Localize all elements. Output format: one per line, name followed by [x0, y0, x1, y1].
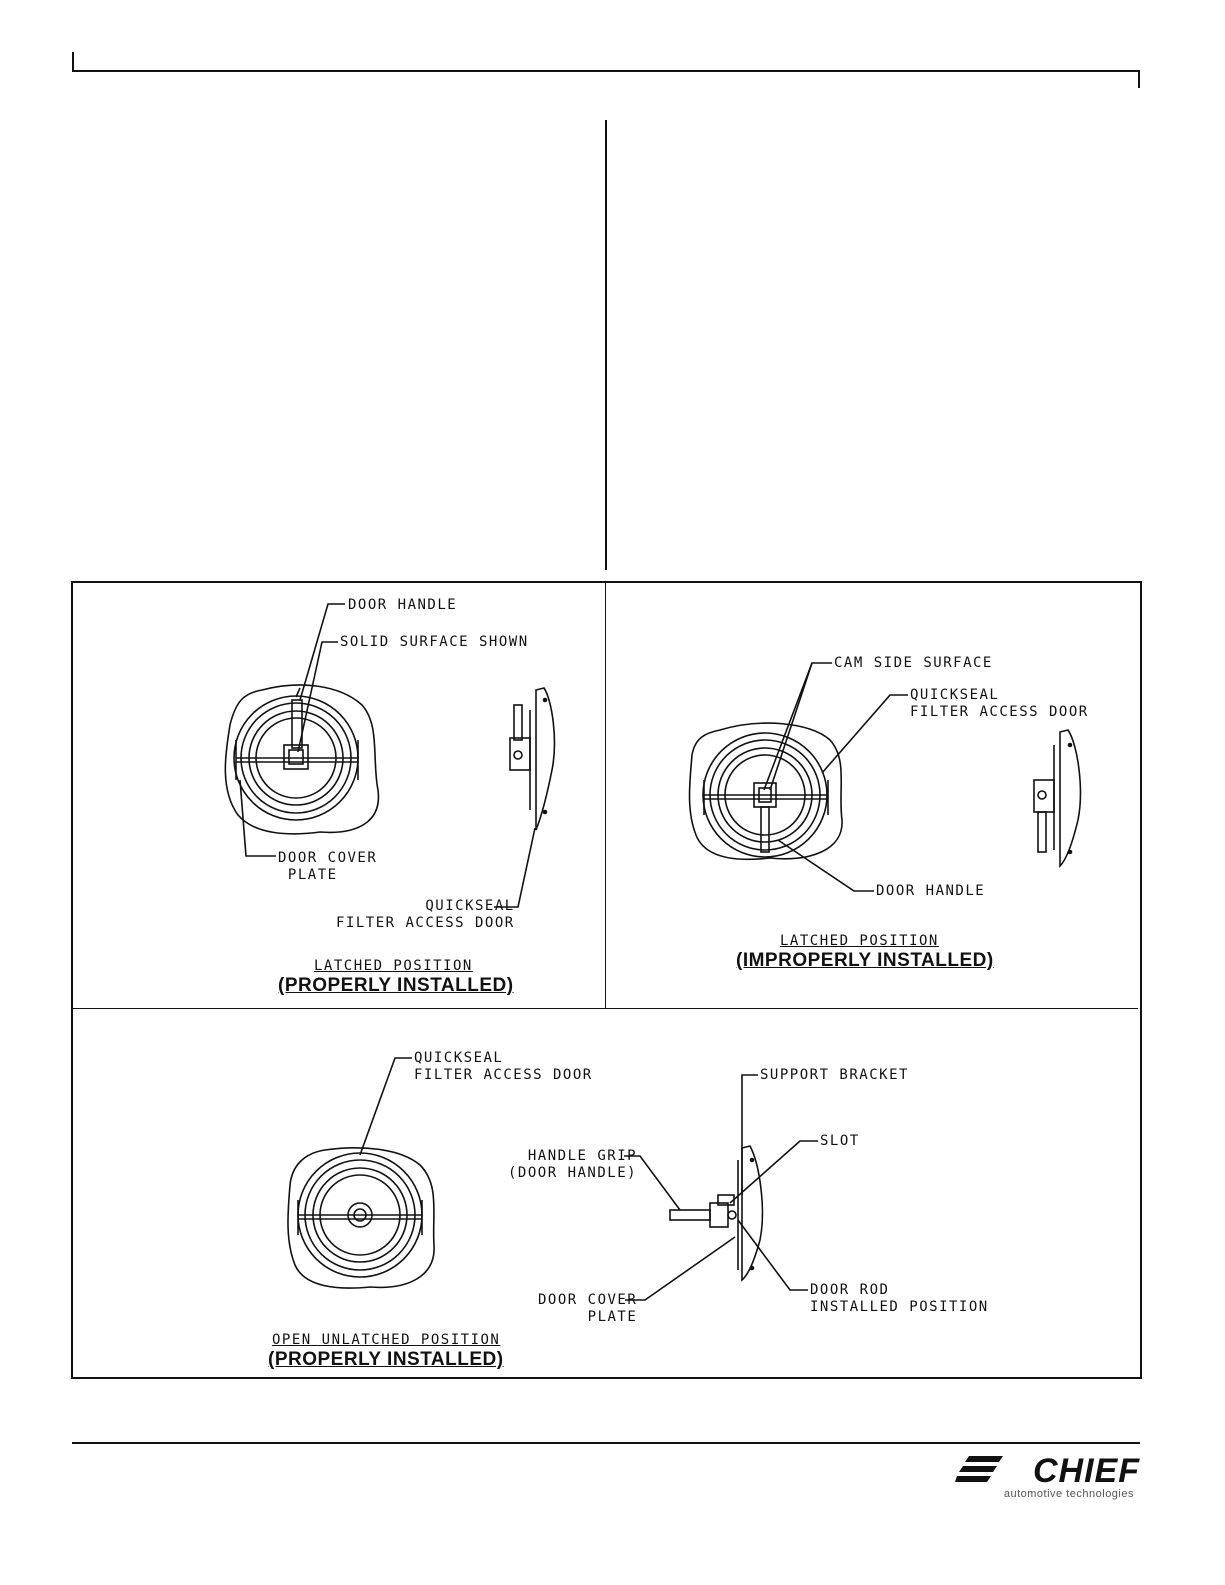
- leaders-latched-improper: [764, 663, 908, 891]
- label-quickseal-filter-access-door: QUICKSEAL FILTER ACCESS DOOR: [414, 1050, 593, 1083]
- label-door-cover-plate: DOOR COVER PLATE: [538, 1292, 638, 1325]
- footer-rule: [72, 1442, 1140, 1444]
- caption-latched-position: LATCHED POSITION: [314, 958, 473, 974]
- label-door-handle: DOOR HANDLE: [876, 883, 986, 899]
- logo-speed-lines-icon: [955, 1454, 1025, 1488]
- status-improperly-installed: (IMPROPERLY INSTALLED): [736, 950, 994, 971]
- label-door-handle: DOOR HANDLE: [348, 597, 458, 613]
- door-front-view-latched-proper: [225, 685, 378, 834]
- door-side-view-open-unlatched: [670, 1146, 762, 1280]
- label-cam-side-surface: CAM SIDE SURFACE: [834, 655, 993, 671]
- door-front-view-latched-improper: [690, 723, 843, 859]
- chief-logo: [955, 1452, 1140, 1500]
- label-door-cover-plate: DOOR COVER PLATE: [278, 850, 378, 883]
- label-quickseal-filter-access-door: QUICKSEAL FILTER ACCESS DOOR: [910, 687, 1089, 720]
- status-properly-installed: (PROPERLY INSTALLED): [278, 975, 514, 996]
- door-front-view-open-unlatched: [288, 1148, 434, 1288]
- label-slot: SLOT: [820, 1133, 860, 1149]
- label-door-rod-installed-position: DOOR ROD INSTALLED POSITION: [810, 1282, 989, 1315]
- label-solid-surface-shown: SOLID SURFACE SHOWN: [340, 634, 529, 650]
- door-side-view-latched-improper: [1034, 730, 1080, 866]
- logo-wordmark: CHIEF: [1033, 1452, 1140, 1490]
- door-side-view-latched-proper: [510, 688, 554, 830]
- logo-tagline: automotive technologies: [1003, 1488, 1134, 1500]
- label-handle-grip: HANDLE GRIP (DOOR HANDLE): [508, 1148, 638, 1181]
- label-quickseal-filter-access-door: QUICKSEAL FILTER ACCESS DOOR: [336, 898, 515, 931]
- caption-open-unlatched-position: OPEN UNLATCHED POSITION: [272, 1332, 501, 1348]
- caption-latched-position: LATCHED POSITION: [780, 933, 939, 949]
- status-properly-installed: (PROPERLY INSTALLED): [268, 1349, 504, 1370]
- label-support-bracket: SUPPORT BRACKET: [760, 1067, 909, 1083]
